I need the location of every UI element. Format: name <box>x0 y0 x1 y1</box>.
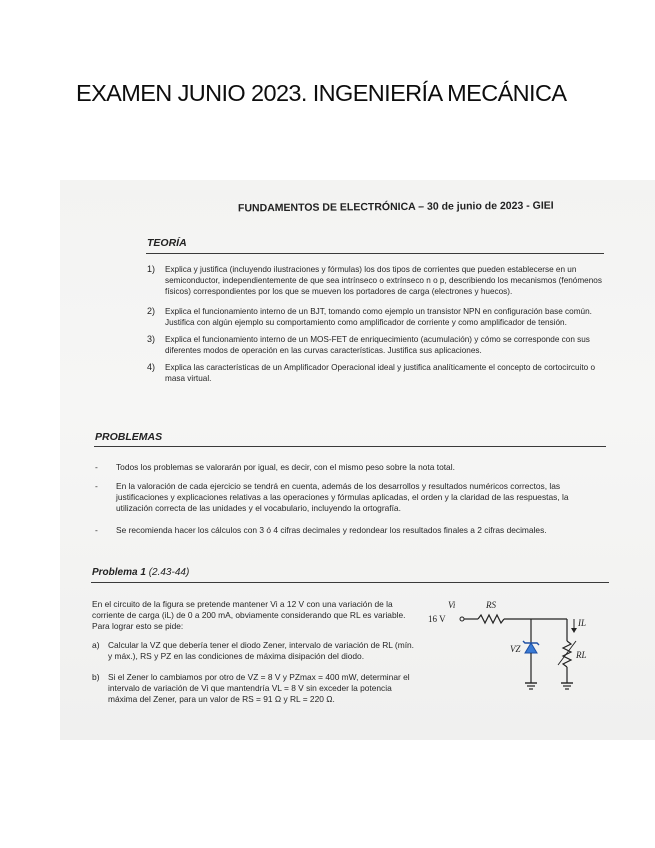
question-number: 1) <box>147 264 156 274</box>
problemas-heading: PROBLEMAS <box>95 431 163 443</box>
question-text: Explica las características de un Amplificador Operacional ideal y justifica analíticamente el concepto de cortocircuito o masa virtual. <box>165 363 596 383</box>
question-number: 2) <box>147 306 156 316</box>
bullet-text: En la valoración de cada ejercicio se tendrá en cuenta, además de los desarrollos y resultados numéricos correctos, las justificaciones y explicaciones relativas a las operaciones y fórmulas aplicadas, el orden y la claridad de las respuestas, la utilización correcta de las unidades y el vocabulario, incluyendo la ortografía. <box>116 481 569 514</box>
teoria-rule <box>146 253 604 254</box>
question-text: Explica el funcionamiento interno de un BJT, tomando como ejemplo un transistor NPN en configuración base común. Justifica con algún ejemplo su comportamiento como amplificador de corriente y como amplificador de tensión. <box>165 307 592 327</box>
problem-1-rule <box>91 582 609 583</box>
vz-label: VZ <box>510 644 521 654</box>
rl-label: RL <box>576 650 587 660</box>
page-title: EXAMEN JUNIO 2023. INGENIERÍA MECÁNICA <box>76 80 567 106</box>
problem-1-reference: (2.43-44) <box>148 567 190 578</box>
bullet-mark: - <box>95 481 98 491</box>
bullet-mark: - <box>95 462 98 472</box>
vi-label: Vi <box>448 600 456 610</box>
problem-1-intro: En el circuito de la figura se pretende mantener Vi a 12 V con una variación de la corriente de carga (iL) de 0 a 200 mA, obviamente considerando que RL es variable. Para lograr esto se pide: <box>92 599 406 632</box>
bullet-text: Se recomienda hacer los cálculos con 3 ó 4 cifras decimales y redondear los resultados finales a 2 cifras decimales. <box>116 525 547 535</box>
exam-header: FUNDAMENTOS DE ELECTRÓNICA – 30 de junio de 2023 - GIEI <box>237 199 554 215</box>
part-label: a) <box>92 640 100 650</box>
part-label: b) <box>92 672 100 682</box>
zener-diode <box>525 643 537 653</box>
question-number: 3) <box>147 334 156 344</box>
il-label: IL <box>578 618 587 628</box>
question-text: Explica y justifica (incluyendo ilustraciones y fórmulas) los dos tipos de corrientes que pueden establecerse en un semiconductor, independientemente de que sea intrínseco o extrínseco n o p, describiendo los mecanismos (fenómenos físicos) correspondientes por los que se mueven los portadores de carga (electrones y huecos). <box>165 265 602 296</box>
bullet-mark: - <box>95 525 98 535</box>
problemas-rule <box>94 446 606 447</box>
part-text: Calcular la VZ que debería tener el diodo Zener, intervalo de variación de RL (mín. y máx.), RS y PZ en las condiciones de máxima disipación del diodo. <box>108 640 415 662</box>
question-text: Explica el funcionamiento interno de un MOS-FET de enriquecimiento (acumulación) y cómo se corresponde con sus diferentes modos de operación en las curvas características. Justifica sus aplicaciones. <box>165 335 590 355</box>
zener-circuit-diagram <box>410 595 620 705</box>
problem-1-label: Problema 1 <box>92 567 146 578</box>
rl-resistor <box>563 641 571 667</box>
current-arrow-head <box>571 628 577 633</box>
problem-1-title <box>92 567 189 578</box>
teoria-heading: TEORÍA <box>147 237 187 249</box>
rs-label: RS <box>486 600 496 610</box>
question-number: 4) <box>147 362 156 372</box>
part-text: Si el Zener lo cambiamos por otro de VZ = 8 V y PZmax = 400 mW, determinar el intervalo de variación de Vi que mantendría VL = 8 V sin exceder la potencia máxima del Zener, para un valor de RS = 91 Ω y RL = 220 Ω. <box>108 672 410 705</box>
rs-resistor <box>478 615 504 623</box>
source-voltage-label: 16 V <box>428 614 446 624</box>
bullet-text: Todos los problemas se valorarán por igual, es decir, con el mismo peso sobre la nota total. <box>116 462 455 472</box>
input-terminal <box>460 617 464 621</box>
